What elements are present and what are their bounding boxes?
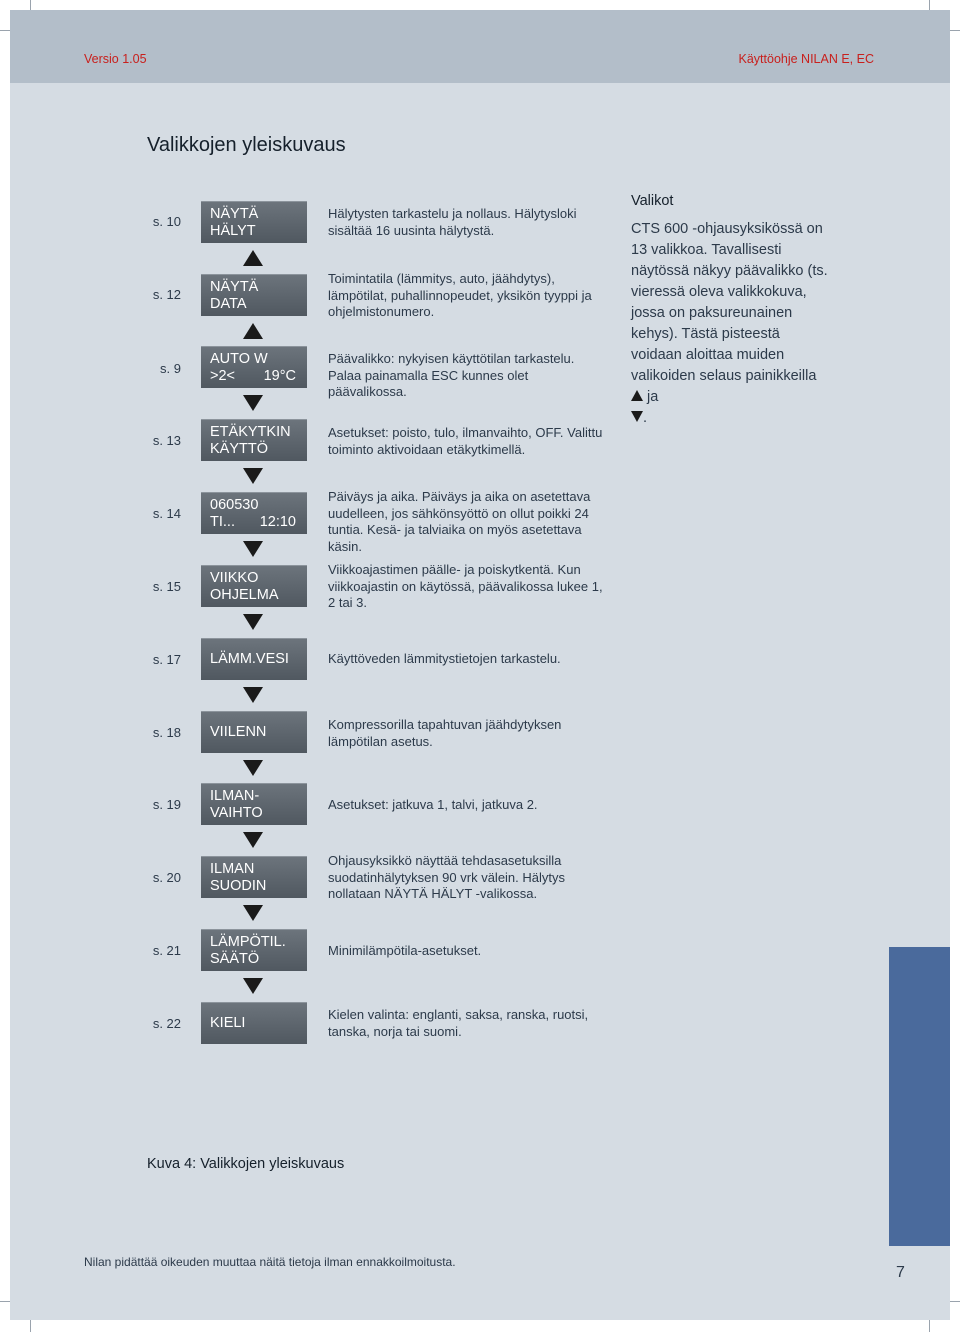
page-reference: s. 22 (152, 1016, 181, 1031)
menu-description: Ohjausyksikkö näyttää tehdasasetuksilla suodatinhälytyksen 90 vrk välein. Hälytys nollataan NÄYTÄ HÄLYT -valikossa. (328, 853, 566, 901)
menu-description: Päiväys ja aika. Päiväys ja aika on asetettava uudelleen, jos sähkönsyöttö on ollut poikki 24 tuntia. Kesä- ja talviaika on myös asetettava käsin. (328, 489, 591, 554)
page-reference: s. 19 (152, 797, 181, 812)
display-line: KÄYTTÖ (210, 441, 269, 457)
display-line: OHJELMA (210, 587, 279, 603)
menu-display-ilman-suodin (201, 856, 307, 898)
display-line: KIELI (210, 1015, 246, 1031)
display-line: DATA (210, 296, 247, 312)
display-line: ILMAN (210, 861, 255, 877)
page-reference: s. 21 (152, 943, 181, 958)
arrow-down-icon (631, 411, 643, 422)
display-line: VIIKKO (210, 570, 259, 586)
sidebar-text-end: . (643, 410, 648, 426)
page-reference: s. 17 (152, 652, 181, 667)
header-band (10, 10, 950, 83)
arrow-up-icon (243, 250, 263, 266)
page-reference: s. 15 (152, 579, 181, 594)
arrow-down-icon (243, 687, 263, 703)
menu-display-kieli (201, 1002, 307, 1044)
menu-description: Käyttöveden lämmitystietojen tarkastelu. (328, 651, 561, 666)
display-line: LÄMM.VESI (210, 651, 289, 667)
arrow-down-icon (243, 978, 263, 994)
arrow-down-icon (243, 541, 263, 557)
arrow-down-icon (243, 395, 263, 411)
display-line: NÄYTÄ (210, 206, 259, 222)
menu-display-nayta-data (201, 274, 307, 316)
display-line: VAIHTO (210, 805, 263, 821)
menu-display-viikko-ohjelma (201, 565, 307, 607)
sidebar-text-body: CTS 600 -ohjausyksikössä on 13 valikkoa. Tavallisesti näytössä näkyy päävalikko (ts. vieressä oleva valikkokuva, jossa on paksureunainen kehys). Tästä pisteestä voidaan aloittaa muiden valikoiden selaus painikkeilla (631, 221, 828, 384)
sidebar-heading: Valikot (631, 193, 674, 209)
display-line: SÄÄTÖ (210, 951, 260, 967)
menu-display-lamm-vesi (201, 638, 307, 680)
page-number: 7 (896, 1264, 905, 1281)
page-reference: s. 12 (152, 287, 181, 302)
display-line: VIILENN (210, 724, 267, 740)
page-reference: s. 14 (152, 506, 181, 521)
menu-description: Kompressorilla tapahtuvan jäähdytyksen lämpötilan asetus. (328, 717, 562, 749)
menu-display-nayta-halyt (201, 201, 307, 243)
page-reference: s. 18 (152, 725, 181, 740)
arrow-down-icon (243, 905, 263, 921)
menu-description: Viikkoajastimen päälle- ja poiskytkentä. Kun viikkoajastin on käytössä, päävalikossa lukee 1, 2 tai 3. (328, 562, 603, 610)
manual-title: Käyttöohje NILAN E, EC (738, 52, 874, 66)
display-line: 060530 (210, 497, 259, 513)
display-segment: 19°C (263, 368, 296, 384)
display-line: HÄLYT (210, 223, 256, 239)
display-segment: >2< (210, 368, 235, 384)
menu-description: Asetukset: poisto, tulo, ilmanvaihto, OFF. Valittu toiminto aktivoidaan etäkytkimellä. (328, 425, 603, 457)
menu-description: Minimilämpötila-asetukset. (328, 943, 482, 958)
page-title: Valikkojen yleiskuvaus (147, 134, 346, 156)
page-reference: s. 13 (152, 433, 181, 448)
menu-display-main (201, 346, 307, 388)
version-label: Versio 1.05 (84, 52, 147, 66)
display-line: SUODIN (210, 878, 267, 894)
menu-display-viilenn (201, 711, 307, 753)
display-segment: TI... (210, 514, 235, 530)
display-line (210, 368, 307, 385)
arrow-down-icon (243, 760, 263, 776)
display-line: ILMAN- (210, 788, 260, 804)
menu-display-ilmanvaihto (201, 783, 307, 825)
page-reference: s. 20 (152, 870, 181, 885)
arrow-down-icon (243, 832, 263, 848)
arrow-down-icon (243, 614, 263, 630)
menu-description: Asetukset: jatkuva 1, talvi, jatkuva 2. (328, 797, 538, 812)
page-reference: s. 9 (160, 361, 181, 376)
display-line: ETÄKYTKIN (210, 424, 291, 440)
sidebar-text-and: ja (647, 389, 659, 405)
page-tab-marker (889, 947, 950, 1246)
menu-description: Toimintatila (lämmitys, auto, jäähdytys), lämpötilat, puhallinnopeudet, yksikön tyyppi ja ohjelmistonumero. (328, 271, 592, 319)
display-line: NÄYTÄ (210, 279, 259, 295)
menu-display-lampotil-saato (201, 929, 307, 971)
arrow-down-icon (243, 468, 263, 484)
footer-notice: Nilan pidättää oikeuden muuttaa näitä tietoja ilman ennakkoilmoitusta. (84, 1255, 456, 1269)
figure-caption: Kuva 4: Valikkojen yleiskuvaus (147, 1156, 345, 1172)
arrow-up-icon (631, 390, 643, 401)
menu-description: Kielen valinta: englanti, saksa, ranska, ruotsi, tanska, norja tai suomi. (328, 1007, 589, 1039)
sidebar-text (631, 219, 831, 429)
display-line (210, 514, 307, 531)
display-segment: 12:10 (259, 514, 296, 530)
display-line: AUTO W (210, 351, 268, 367)
menu-display-datetime (201, 492, 307, 534)
arrow-up-icon (243, 323, 263, 339)
display-line: LÄMPÖTIL. (210, 934, 286, 950)
menu-description: Hälytysten tarkastelu ja nollaus. Hälytysloki sisältää 16 uusinta hälytystä. (328, 206, 577, 238)
menu-description: Päävalikko: nykyisen käyttötilan tarkastelu. Palaa painamalla ESC kunnes olet päävalikossa. (328, 351, 575, 399)
page-reference: s. 10 (152, 214, 181, 229)
menu-display-etakytkin (201, 419, 307, 461)
